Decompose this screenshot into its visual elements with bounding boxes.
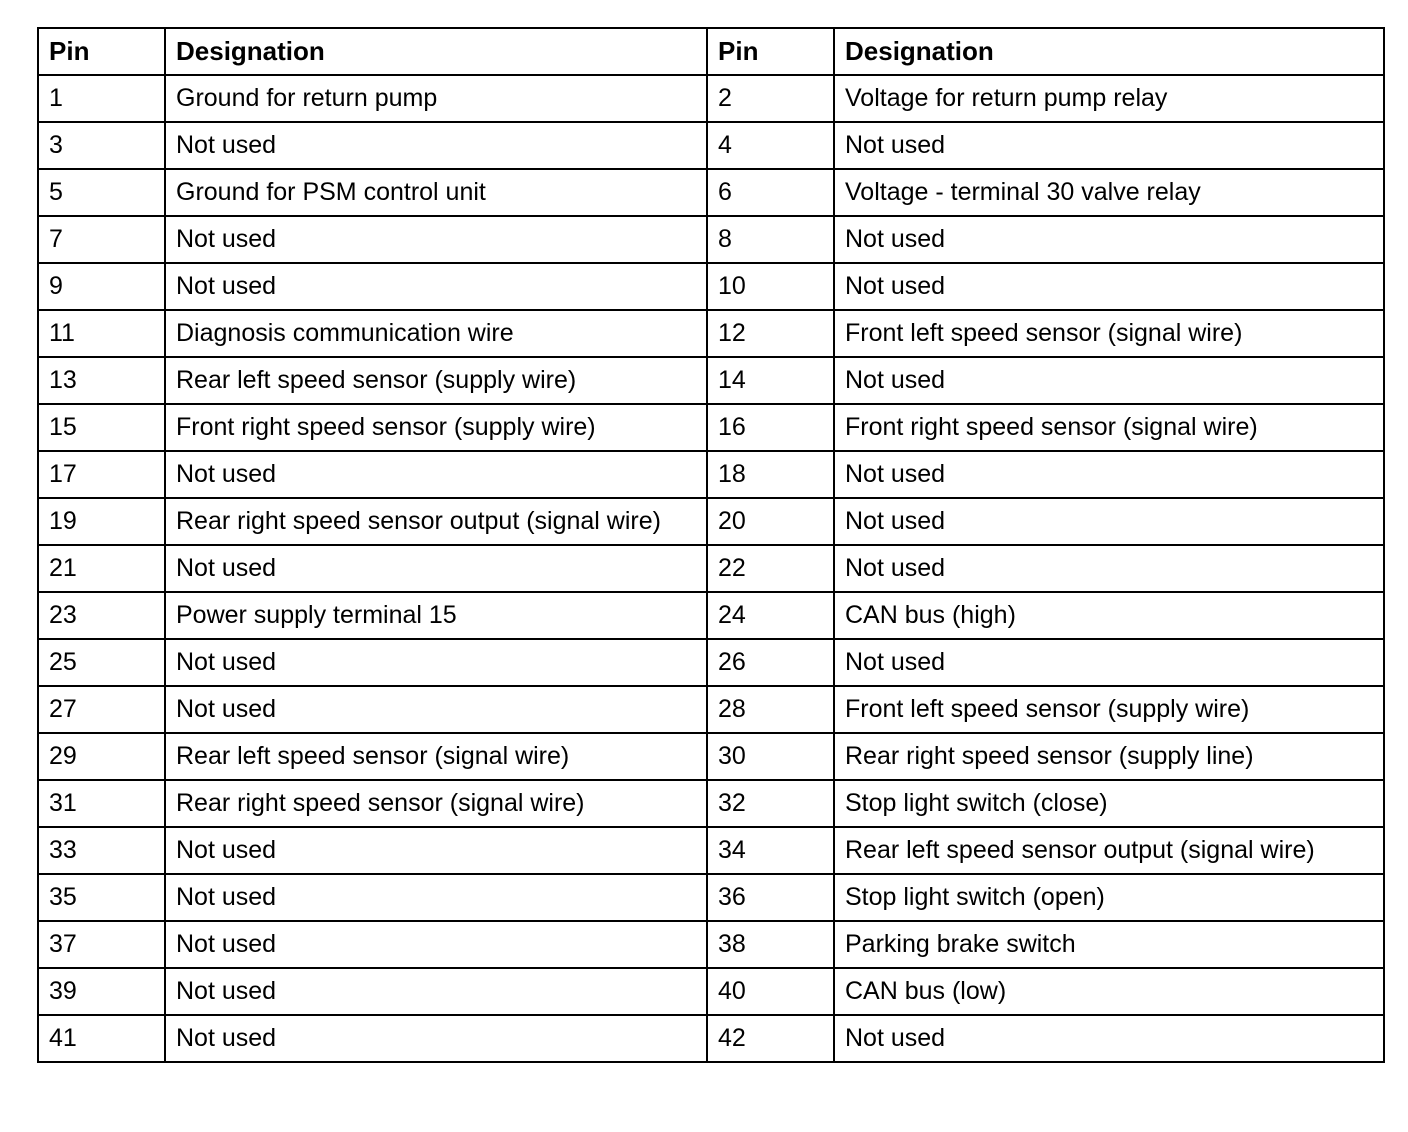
table-row <box>38 310 1384 357</box>
table-row <box>38 733 1384 780</box>
pin-left-cell: 39 <box>38 968 165 1015</box>
pin-left-cell: 35 <box>38 874 165 921</box>
table-row <box>38 451 1384 498</box>
designation-right-cell: Rear left speed sensor output (signal wire) <box>834 827 1384 874</box>
designation-right-cell: CAN bus (low) <box>834 968 1384 1015</box>
pin-left-cell: 3 <box>38 122 165 169</box>
designation-right-cell: Not used <box>834 639 1384 686</box>
header-pin-right: Pin <box>707 28 834 75</box>
table-row <box>38 1015 1384 1062</box>
table-row <box>38 216 1384 263</box>
pin-left-cell: 27 <box>38 686 165 733</box>
pin-left-cell: 25 <box>38 639 165 686</box>
designation-right-cell: Front left speed sensor (signal wire) <box>834 310 1384 357</box>
designation-left-cell: Front right speed sensor (supply wire) <box>165 404 707 451</box>
table-row <box>38 827 1384 874</box>
table-row <box>38 263 1384 310</box>
designation-right-cell: CAN bus (high) <box>834 592 1384 639</box>
pin-right-cell: 8 <box>707 216 834 263</box>
designation-left-cell: Rear left speed sensor (signal wire) <box>165 733 707 780</box>
pin-right-cell: 34 <box>707 827 834 874</box>
table-body <box>38 75 1384 1062</box>
pin-left-cell: 15 <box>38 404 165 451</box>
table-row <box>38 874 1384 921</box>
designation-left-cell: Not used <box>165 921 707 968</box>
designation-right-cell: Front right speed sensor (signal wire) <box>834 404 1384 451</box>
header-designation-left: Designation <box>165 28 707 75</box>
designation-left-cell: Not used <box>165 216 707 263</box>
table-row <box>38 968 1384 1015</box>
designation-right-cell: Stop light switch (open) <box>834 874 1384 921</box>
pin-right-cell: 36 <box>707 874 834 921</box>
table-header-row <box>38 28 1384 75</box>
pin-right-cell: 18 <box>707 451 834 498</box>
pin-right-cell: 40 <box>707 968 834 1015</box>
designation-right-cell: Front left speed sensor (supply wire) <box>834 686 1384 733</box>
header-pin-left: Pin <box>38 28 165 75</box>
designation-left-cell: Not used <box>165 968 707 1015</box>
header-designation-right: Designation <box>834 28 1384 75</box>
pin-right-cell: 24 <box>707 592 834 639</box>
designation-right-cell: Not used <box>834 122 1384 169</box>
designation-left-cell: Not used <box>165 827 707 874</box>
pin-assignment-table <box>37 27 1385 1063</box>
pin-left-cell: 9 <box>38 263 165 310</box>
pin-right-cell: 26 <box>707 639 834 686</box>
pin-right-cell: 32 <box>707 780 834 827</box>
pin-left-cell: 11 <box>38 310 165 357</box>
pin-left-cell: 5 <box>38 169 165 216</box>
designation-right-cell: Not used <box>834 263 1384 310</box>
designation-right-cell: Not used <box>834 357 1384 404</box>
designation-left-cell: Not used <box>165 122 707 169</box>
pin-left-cell: 37 <box>38 921 165 968</box>
designation-right-cell: Not used <box>834 498 1384 545</box>
pin-left-cell: 21 <box>38 545 165 592</box>
pin-right-cell: 4 <box>707 122 834 169</box>
table-row <box>38 545 1384 592</box>
pin-left-cell: 19 <box>38 498 165 545</box>
designation-left-cell: Not used <box>165 1015 707 1062</box>
pin-right-cell: 28 <box>707 686 834 733</box>
pin-right-cell: 10 <box>707 263 834 310</box>
designation-left-cell: Power supply terminal 15 <box>165 592 707 639</box>
designation-left-cell: Not used <box>165 451 707 498</box>
table-row <box>38 169 1384 216</box>
pin-right-cell: 20 <box>707 498 834 545</box>
table-row <box>38 639 1384 686</box>
pin-right-cell: 38 <box>707 921 834 968</box>
pin-left-cell: 17 <box>38 451 165 498</box>
table-row <box>38 498 1384 545</box>
designation-left-cell: Rear left speed sensor (supply wire) <box>165 357 707 404</box>
designation-left-cell: Not used <box>165 874 707 921</box>
designation-right-cell: Stop light switch (close) <box>834 780 1384 827</box>
pin-left-cell: 41 <box>38 1015 165 1062</box>
pin-left-cell: 29 <box>38 733 165 780</box>
designation-right-cell: Parking brake switch <box>834 921 1384 968</box>
designation-left-cell: Not used <box>165 545 707 592</box>
designation-left-cell: Not used <box>165 639 707 686</box>
designation-left-cell: Rear right speed sensor output (signal wire) <box>165 498 707 545</box>
designation-right-cell: Not used <box>834 1015 1384 1062</box>
designation-left-cell: Ground for return pump <box>165 75 707 122</box>
designation-right-cell: Not used <box>834 545 1384 592</box>
pin-left-cell: 1 <box>38 75 165 122</box>
pin-left-cell: 31 <box>38 780 165 827</box>
designation-left-cell: Diagnosis communication wire <box>165 310 707 357</box>
pin-left-cell: 7 <box>38 216 165 263</box>
pin-left-cell: 13 <box>38 357 165 404</box>
designation-left-cell: Not used <box>165 263 707 310</box>
table-row <box>38 357 1384 404</box>
pin-left-cell: 23 <box>38 592 165 639</box>
pin-left-cell: 33 <box>38 827 165 874</box>
table-row <box>38 404 1384 451</box>
pin-right-cell: 30 <box>707 733 834 780</box>
table-row <box>38 686 1384 733</box>
table-row <box>38 592 1384 639</box>
designation-right-cell: Rear right speed sensor (supply line) <box>834 733 1384 780</box>
designation-left-cell: Not used <box>165 686 707 733</box>
table-row <box>38 75 1384 122</box>
table-row <box>38 122 1384 169</box>
pin-right-cell: 12 <box>707 310 834 357</box>
table-row <box>38 780 1384 827</box>
pin-right-cell: 14 <box>707 357 834 404</box>
pin-right-cell: 6 <box>707 169 834 216</box>
designation-right-cell: Not used <box>834 451 1384 498</box>
pin-right-cell: 2 <box>707 75 834 122</box>
pin-right-cell: 22 <box>707 545 834 592</box>
designation-right-cell: Not used <box>834 216 1384 263</box>
table-row <box>38 921 1384 968</box>
designation-right-cell: Voltage for return pump relay <box>834 75 1384 122</box>
designation-left-cell: Ground for PSM control unit <box>165 169 707 216</box>
pin-right-cell: 42 <box>707 1015 834 1062</box>
designation-right-cell: Voltage - terminal 30 valve relay <box>834 169 1384 216</box>
designation-left-cell: Rear right speed sensor (signal wire) <box>165 780 707 827</box>
pin-right-cell: 16 <box>707 404 834 451</box>
